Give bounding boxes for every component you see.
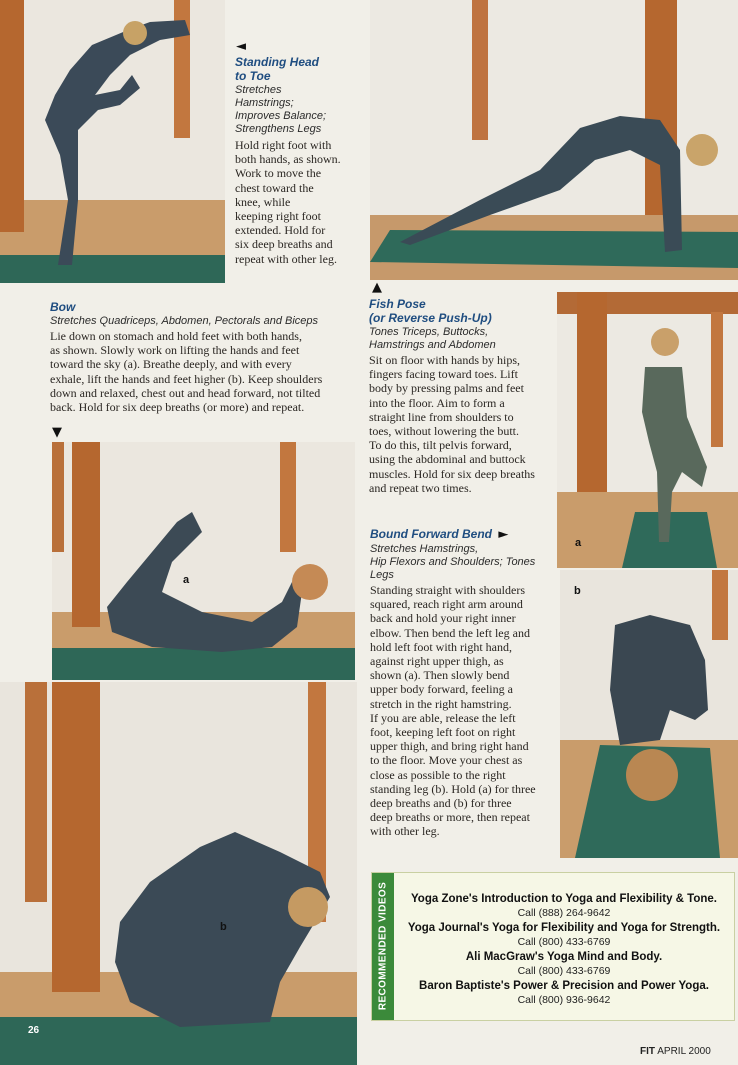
video-phone: Call (800) 936-9642 [517, 994, 611, 1006]
benefit-line: Hip Flexors and Shoulders; Tones [370, 556, 536, 568]
body-line: toward the sky (a). Breathe deeply, and with every [50, 357, 292, 372]
body-line: with other leg. [370, 824, 440, 839]
video-title: Ali MacGraw's Yoga Mind and Body. [465, 951, 663, 963]
body-line: Lie down on stomach and hold feet with both hands, [50, 329, 302, 343]
heading-line: (or Reverse Push-Up) [369, 311, 492, 325]
body-bow [50, 329, 355, 414]
benefit-line: Stretches [235, 84, 282, 96]
body-line: exhale, lift the hands and feet higher (b). Keep shoulders [50, 371, 323, 386]
magazine-name: FIT [640, 1046, 655, 1057]
arrow-down-icon: ▼ [52, 425, 62, 440]
benefits-fish [369, 326, 555, 352]
page-number: 26 [28, 1025, 40, 1036]
photo-label-bow-a: a [183, 574, 190, 586]
recommended-videos-label: RECOMMENDED VIDEOS [377, 881, 389, 1011]
heading-bow: Bow [50, 300, 76, 314]
video-item [396, 979, 732, 1007]
body-line: back and hold your right inner [370, 611, 516, 626]
body-line: down and relaxed, chest out and head forward, not tilted [50, 385, 321, 400]
benefit-line: Hamstrings and Abdomen [369, 339, 496, 351]
body-line: repeat with other leg. [235, 251, 337, 266]
photo-bow-a [52, 442, 355, 680]
body-line: as shown. Slowly work on lifting the hands and feet [50, 343, 300, 358]
photo-fish-pose [370, 0, 738, 280]
body-line: standing leg (b). Hold (a) for three [370, 781, 536, 796]
body-line: shown (a). Then slowly bend [370, 668, 510, 683]
photo-label-bound-b: b [574, 585, 581, 597]
recommended-videos-box [371, 872, 735, 1021]
body-line: fingers facing toward toes. Lift [369, 367, 518, 382]
section-bound-forward-bend [370, 527, 558, 839]
arrow-up-icon: ▲ [372, 280, 382, 295]
body-line: into the floor. Aim to form a [369, 395, 505, 410]
benefits-bow: Stretches Quadriceps, Abdomen, Pectorals and Biceps [50, 315, 319, 327]
video-item [396, 921, 732, 949]
body-line: toes, without lowering the butt. [369, 424, 519, 439]
body-line: six deep breaths and [235, 237, 333, 252]
arrow-right-icon: ► [498, 527, 509, 542]
body-line: straight line from shoulders to [369, 409, 514, 424]
body-line: upper thigh, and bring right hand [370, 739, 529, 754]
body-line: body by pressing palms and feet [369, 381, 524, 396]
photo-bound-forward-bend-a [557, 292, 738, 568]
benefit-line: Stretches Hamstrings, [370, 543, 479, 555]
benefit-line: Strengthens Legs [235, 123, 322, 135]
body-line: muscles. Hold for six deep breaths [369, 466, 535, 481]
video-title: Yoga Zone's Introduction to Yoga and Flexibility & Tone. [410, 893, 717, 905]
body-line: using the abdominal and buttock [369, 452, 526, 467]
photo-standing-head-to-toe [0, 0, 225, 283]
video-phone: Call (800) 433-6769 [517, 965, 611, 977]
heading-standing-head-to-toe [235, 55, 370, 83]
body-standing [235, 138, 370, 266]
body-line: deep breaths or more, then repeat [370, 810, 530, 825]
heading-fish-pose [369, 297, 555, 325]
benefits-standing [235, 84, 370, 136]
benefits-bound [370, 543, 558, 582]
photo-bow-b [0, 682, 357, 1065]
recommended-videos-band [372, 873, 394, 1020]
issue-date: APRIL 2000 [657, 1046, 711, 1057]
video-title: Yoga Journal's Yoga for Flexibility and Yoga for Strength. [407, 922, 721, 934]
photo-bound-forward-bend-b [560, 570, 738, 858]
body-line: Hold right foot with [235, 138, 332, 152]
benefit-line: Tones Triceps, Buttocks, [369, 326, 489, 338]
body-line: hold left foot with right hand, [370, 639, 512, 654]
heading-line: to Toe [235, 69, 271, 83]
body-line: and repeat two times. [369, 480, 472, 495]
body-line: stretch in the right hamstring. [370, 696, 512, 711]
body-line: chest toward the [235, 180, 314, 195]
body-line: Sit on floor with hands by hips, [369, 353, 521, 367]
video-phone: Call (888) 264-9642 [517, 907, 611, 919]
magazine-folio [640, 1046, 711, 1057]
body-line: To do this, tilt pelvis forward, [369, 438, 512, 453]
heading-line: Standing Head [235, 55, 320, 69]
benefit-line: Hamstrings; [235, 97, 294, 109]
benefit-line: Legs [370, 569, 394, 581]
video-item [396, 892, 732, 920]
body-line: Standing straight with shoulders [370, 583, 525, 597]
body-line: foot, keeping left foot on right [370, 725, 516, 740]
arrow-left-icon: ◄ [236, 39, 246, 54]
video-title: Baron Baptiste's Power & Precision and Power Yoga. [419, 980, 709, 992]
section-standing-head-to-toe [235, 55, 370, 266]
photo-label-bound-a: a [575, 537, 582, 549]
body-line: extended. Hold for [235, 223, 326, 238]
body-line: deep breaths and (b) for three [370, 796, 512, 811]
body-line: keeping right foot [235, 209, 321, 224]
body-line: squared, reach right arm around [370, 597, 523, 612]
video-phone: Call (800) 433-6769 [517, 936, 611, 948]
body-line: If you are able, release the left [370, 710, 516, 725]
heading-text: Bound Forward Bend [370, 527, 492, 541]
body-line: knee, while [235, 194, 291, 209]
body-line: Work to move the [235, 166, 322, 181]
section-bow [50, 300, 355, 414]
body-line: upper body forward, feeling a [370, 682, 513, 697]
heading-bound-forward-bend [370, 527, 558, 542]
heading-line: Fish Pose [369, 297, 426, 311]
body-line: both hands, as shown. [235, 152, 341, 167]
photo-label-bow-b: b [220, 921, 227, 933]
body-line: close as possible to the right [370, 767, 506, 782]
video-item [396, 950, 732, 978]
benefit-line: Improves Balance; [235, 110, 327, 122]
body-line: elbow. Then bend the left leg and [370, 625, 530, 640]
body-fish [369, 353, 555, 495]
body-line: against right upper thigh, as [370, 654, 504, 669]
body-line: to the floor. Move your chest as [370, 753, 523, 768]
body-bound [370, 583, 558, 839]
body-line: back. Hold for six deep breaths (or more) and repeat. [50, 400, 305, 415]
recommended-videos-list [396, 878, 732, 1007]
section-fish-pose [369, 297, 555, 495]
